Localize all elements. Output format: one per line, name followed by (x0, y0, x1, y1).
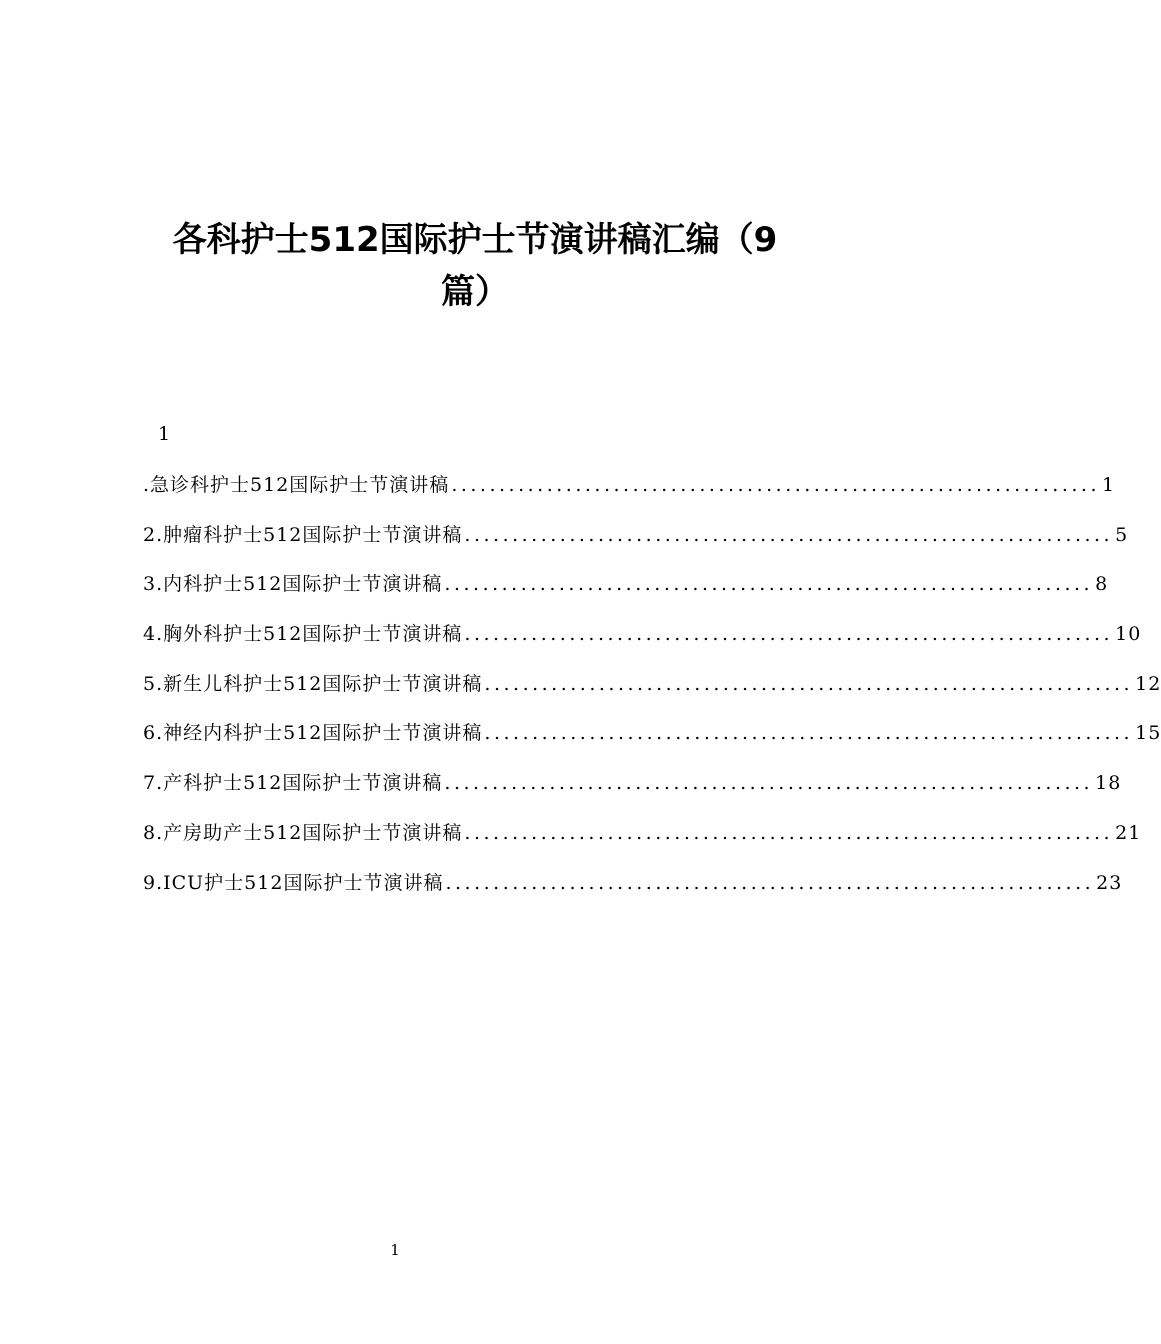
toc-entry-page: 12 (1135, 672, 1161, 695)
toc-leader-dots: .................................................................... (444, 772, 1094, 795)
toc-marker: 1 (158, 423, 171, 445)
toc-leader-dots: .................................................................... (444, 573, 1094, 596)
document-title-line1: 各科护士512国际护士节演讲稿汇编（9 (172, 220, 778, 260)
toc-entry-label: 4.胸外科护士512国际护士节演讲稿 (143, 623, 463, 646)
toc-leader-dots: .................................................................... (464, 821, 1114, 844)
toc-entry[interactable] (143, 768, 1122, 818)
toc-leader-dots: .................................................................... (484, 672, 1134, 695)
toc-entry-label: .急诊科护士512国际护士节演讲稿 (143, 474, 450, 496)
toc-leader-dots: .................................................................... (484, 722, 1134, 745)
toc-entry-label: 7.产科护士512国际护士节演讲稿 (143, 772, 443, 795)
toc-entry-page: 10 (1115, 623, 1142, 646)
table-of-contents (143, 470, 1161, 917)
toc-entry[interactable] (143, 718, 1161, 768)
toc-entry-label: 3.内科护士512国际护士节演讲稿 (143, 573, 443, 596)
document-title-line2: 篇） (441, 272, 509, 312)
page-number-footer: 1 (390, 1241, 400, 1259)
toc-leader-dots: .................................................................... (445, 871, 1095, 894)
toc-entry-page: 15 (1135, 722, 1161, 745)
toc-entry-label: 8.产房助产士512国际护士节演讲稿 (143, 821, 463, 844)
toc-entry-label: 5.新生儿科护士512国际护士节演讲稿 (143, 672, 483, 695)
toc-leader-dots: .................................................................... (464, 523, 1114, 546)
toc-entry-page: 1 (1102, 474, 1116, 496)
toc-entry-page: 5 (1115, 523, 1129, 546)
toc-entry[interactable] (143, 569, 1109, 619)
toc-entry[interactable] (143, 818, 1142, 868)
toc-entry-page: 18 (1095, 772, 1122, 795)
toc-leader-dots: .................................................................... (451, 474, 1101, 496)
toc-leader-dots: .................................................................... (464, 623, 1114, 646)
toc-entry[interactable] (143, 669, 1161, 719)
toc-entry-page: 23 (1096, 871, 1123, 894)
toc-entry-label: 9.ICU护士512国际护士节演讲稿 (143, 871, 444, 894)
toc-entry[interactable] (143, 520, 1129, 570)
toc-entry[interactable] (143, 868, 1123, 918)
toc-entry-page: 8 (1095, 573, 1109, 596)
toc-entry[interactable] (143, 619, 1142, 669)
toc-entry-label: 6.神经内科护士512国际护士节演讲稿 (143, 722, 483, 745)
toc-entry-page: 21 (1115, 821, 1142, 844)
toc-entry[interactable] (143, 470, 1116, 520)
toc-entry-label: 2.肿瘤科护士512国际护士节演讲稿 (143, 523, 463, 546)
